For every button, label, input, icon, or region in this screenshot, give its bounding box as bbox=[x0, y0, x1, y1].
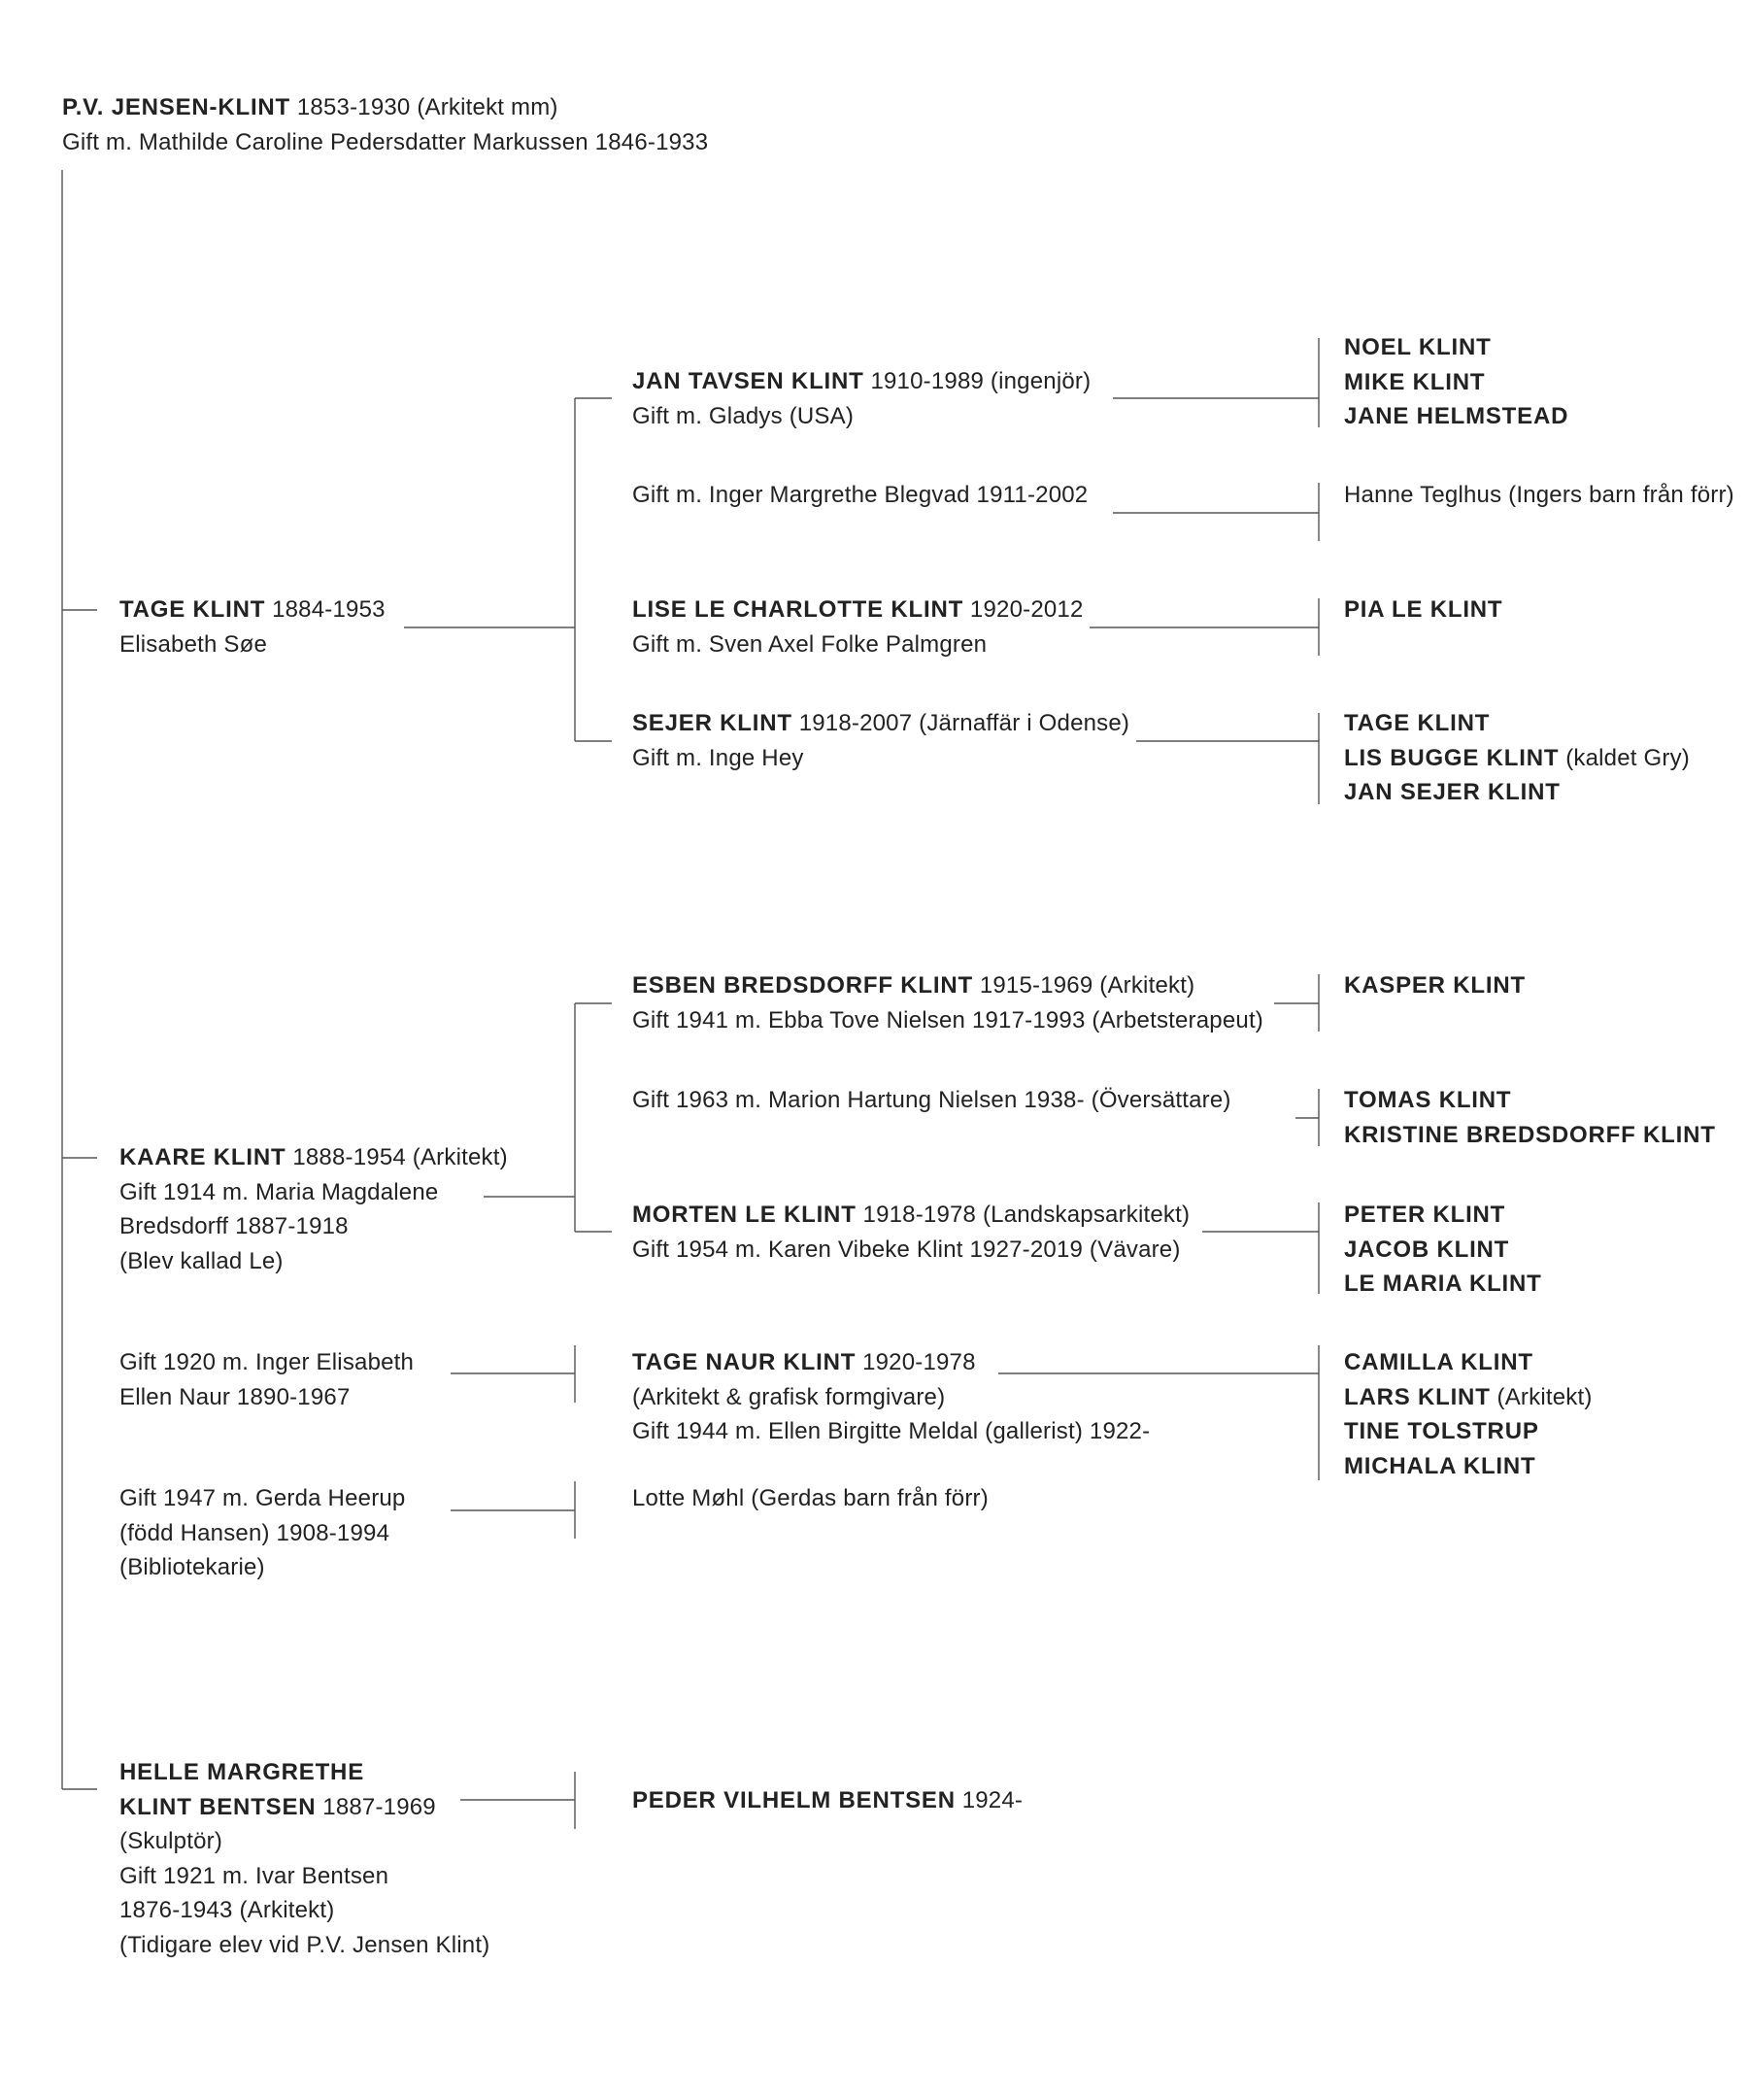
label-line bbox=[119, 1928, 489, 1963]
person-name: MIKE KLINT bbox=[1344, 368, 1486, 395]
person-name: LISE LE CHARLOTTE KLINT bbox=[632, 596, 964, 623]
label-line bbox=[1344, 1345, 1593, 1380]
person-detail: Gift m. Mathilde Caroline Pedersdatter Markussen 1846-1933 bbox=[62, 128, 709, 155]
person-detail: Lotte Møhl (Gerdas barn från förr) bbox=[632, 1485, 989, 1511]
label-line bbox=[632, 706, 1129, 741]
person-detail: 1887-1969 bbox=[316, 1793, 436, 1820]
person-name: JANE HELMSTEAD bbox=[1344, 403, 1569, 429]
label-line bbox=[632, 1345, 1150, 1380]
label-line bbox=[1344, 1118, 1716, 1153]
person-detail: 1853-1930 (Arkitekt mm) bbox=[290, 94, 558, 120]
person-detail: (född Hansen) 1908-1994 bbox=[119, 1519, 390, 1546]
children-of-jan bbox=[1344, 330, 1568, 434]
label-line bbox=[1344, 775, 1690, 810]
person-name: JAN TAVSEN KLINT bbox=[632, 368, 864, 394]
person-detail: Ellen Naur 1890-1967 bbox=[119, 1383, 351, 1410]
person-name: P.V. JENSEN-KLINT bbox=[62, 94, 291, 120]
person-detail: (Arkitekt & grafisk formgivare) bbox=[632, 1383, 946, 1410]
person-esben-klint bbox=[632, 968, 1263, 1037]
label-line bbox=[632, 1233, 1190, 1268]
person-name: PEDER VILHELM BENTSEN bbox=[632, 1787, 956, 1813]
label-line bbox=[632, 1414, 1150, 1449]
children-of-morten bbox=[1344, 1198, 1542, 1302]
label-line bbox=[1344, 399, 1568, 434]
label-line bbox=[632, 741, 1129, 776]
person-detail: (Bibliotekarie) bbox=[119, 1554, 265, 1580]
person-name: KASPER KLINT bbox=[1344, 972, 1526, 999]
label-line bbox=[632, 968, 1263, 1003]
person-name: TAGE NAUR KLINT bbox=[632, 1349, 857, 1375]
person-detail: Elisabeth Søe bbox=[119, 630, 268, 658]
label-line bbox=[1344, 1198, 1542, 1233]
person-name: TAGE KLINT bbox=[119, 596, 266, 623]
person-detail: 1876-1943 (Arkitekt) bbox=[119, 1897, 335, 1923]
label-line bbox=[119, 1550, 405, 1585]
person-detail: Gift m. Inger Margrethe Blegvad 1911-2002 bbox=[632, 482, 1089, 508]
label-line bbox=[62, 90, 708, 125]
label-line bbox=[632, 1783, 1023, 1818]
person-detail: Gift 1944 m. Ellen Birgitte Meldal (gallerist) 1922- bbox=[632, 1418, 1151, 1444]
label-line bbox=[119, 1755, 489, 1790]
label-line bbox=[632, 1083, 1231, 1118]
person-name: PIA LE KLINT bbox=[1344, 596, 1503, 623]
person-name: SEJER KLINT bbox=[632, 710, 792, 736]
label-line bbox=[1344, 741, 1690, 776]
person-detail: 1924- bbox=[955, 1787, 1024, 1813]
label-line bbox=[119, 1790, 489, 1825]
label-line bbox=[119, 593, 386, 627]
person-detail: Gift m. Sven Axel Folke Palmgren bbox=[632, 630, 988, 658]
person-name: JAN SEJER KLINT bbox=[1344, 779, 1561, 805]
child-pia-le-klint bbox=[1344, 593, 1502, 627]
person-detail: 1920-1978 bbox=[856, 1349, 976, 1375]
person-detail: Gift 1941 m. Ebba Tove Nielsen 1917-1993 (Arbetsterapeut) bbox=[632, 1006, 1264, 1033]
person-detail: 1920-2012 bbox=[963, 596, 1084, 623]
label-line bbox=[119, 1209, 508, 1244]
label-line bbox=[1344, 968, 1526, 1003]
person-name: JACOB KLINT bbox=[1344, 1236, 1510, 1263]
label-line bbox=[632, 364, 1091, 399]
label-line bbox=[119, 1175, 508, 1210]
label-line bbox=[119, 1244, 508, 1279]
person-detail: Gift 1920 m. Inger Elisabeth bbox=[119, 1349, 415, 1375]
label-line bbox=[1344, 1083, 1716, 1118]
label-line bbox=[632, 1481, 989, 1516]
children-of-tage-naur bbox=[1344, 1345, 1593, 1483]
label-line bbox=[119, 1481, 405, 1516]
person-detail: (Blev kallad Le) bbox=[119, 1247, 284, 1274]
person-name: KRISTINE BREDSDORFF KLINT bbox=[1344, 1121, 1716, 1148]
person-detail: (Arkitekt) bbox=[1490, 1383, 1593, 1410]
person-detail: Hanne Teglhus (Ingers barn från förr) bbox=[1344, 482, 1734, 508]
person-peder-bentsen bbox=[632, 1783, 1023, 1818]
person-jan-tavsen-klint bbox=[632, 364, 1091, 433]
label-line bbox=[119, 627, 386, 662]
marriage-esben-2 bbox=[632, 1083, 1231, 1118]
label-line bbox=[1344, 706, 1690, 741]
label-line bbox=[119, 1824, 489, 1859]
person-detail: 1918-1978 (Landskapsarkitekt) bbox=[856, 1202, 1191, 1228]
label-line bbox=[1344, 1233, 1542, 1268]
person-lotte-mohl bbox=[632, 1481, 989, 1516]
person-detail: 1888-1954 (Arkitekt) bbox=[286, 1144, 508, 1170]
child-kasper-klint bbox=[1344, 968, 1526, 1003]
person-helle-klint bbox=[119, 1755, 489, 1962]
label-line bbox=[632, 399, 1091, 434]
person-detail: 1910-1989 (ingenjör) bbox=[863, 368, 1092, 394]
marriage-kaare-3 bbox=[119, 1481, 405, 1585]
person-name: HELLE MARGRETHE bbox=[119, 1759, 364, 1785]
person-name: KAARE KLINT bbox=[119, 1144, 286, 1170]
label-line bbox=[1344, 1267, 1542, 1302]
person-detail: Gift 1947 m. Gerda Heerup bbox=[119, 1485, 406, 1511]
label-line bbox=[119, 1140, 508, 1175]
child-hanne-teglhus bbox=[1344, 478, 1734, 513]
marriage-kaare-2 bbox=[119, 1345, 414, 1414]
person-detail: 1884-1953 bbox=[265, 596, 386, 623]
label-line bbox=[632, 627, 1084, 662]
person-name: PETER KLINT bbox=[1344, 1202, 1506, 1228]
person-detail: Gift 1963 m. Marion Hartung Nielsen 1938- (Översättare) bbox=[632, 1087, 1231, 1113]
person-kaare-klint bbox=[119, 1140, 508, 1278]
person-morten-le-klint bbox=[632, 1198, 1190, 1267]
person-name: TOMAS KLINT bbox=[1344, 1087, 1512, 1113]
person-detail: (kaldet Gry) bbox=[1559, 744, 1690, 771]
person-name: MORTEN LE KLINT bbox=[632, 1202, 857, 1228]
label-line bbox=[1344, 1449, 1593, 1484]
marriage-jan-2 bbox=[632, 478, 1088, 513]
label-line bbox=[119, 1859, 489, 1894]
children-of-sejer bbox=[1344, 706, 1690, 810]
person-name: ESBEN BREDSDORFF KLINT bbox=[632, 972, 973, 999]
person-name: LE MARIA KLINT bbox=[1344, 1270, 1542, 1297]
label-line bbox=[1344, 365, 1568, 400]
label-line bbox=[119, 1893, 489, 1928]
label-line bbox=[1344, 478, 1734, 513]
person-name: CAMILLA KLINT bbox=[1344, 1349, 1533, 1375]
label-line bbox=[632, 1380, 1150, 1415]
label-line bbox=[632, 478, 1088, 513]
label-line bbox=[1344, 1380, 1593, 1415]
person-name: MICHALA KLINT bbox=[1344, 1452, 1536, 1479]
label-line bbox=[119, 1516, 405, 1551]
label-line bbox=[119, 1345, 414, 1380]
person-detail: Gift 1914 m. Maria Magdalene bbox=[119, 1178, 439, 1205]
label-line bbox=[1344, 1414, 1593, 1449]
person-detail: Gift 1921 m. Ivar Bentsen bbox=[119, 1862, 389, 1889]
person-tage-klint bbox=[119, 593, 386, 661]
person-detail: 1918-2007 (Järnaffär i Odense) bbox=[791, 710, 1130, 736]
person-detail: Bredsdorff 1887-1918 bbox=[119, 1213, 349, 1239]
person-name: LIS BUGGE KLINT bbox=[1344, 744, 1560, 771]
children-of-esben-m2 bbox=[1344, 1083, 1716, 1152]
person-lise-le-klint bbox=[632, 593, 1084, 661]
person-root bbox=[62, 90, 708, 159]
label-line bbox=[1344, 593, 1502, 627]
person-detail: Gift m. Gladys (USA) bbox=[632, 402, 855, 429]
label-line bbox=[119, 1380, 414, 1415]
label-line bbox=[632, 593, 1084, 627]
person-detail: (Skulptör) bbox=[119, 1828, 223, 1854]
label-line bbox=[1344, 330, 1568, 365]
person-detail: 1915-1969 (Arkitekt) bbox=[972, 972, 1195, 999]
person-name: TAGE KLINT bbox=[1344, 710, 1491, 736]
person-name: NOEL KLINT bbox=[1344, 334, 1492, 360]
person-name: TINE TOLSTRUP bbox=[1344, 1418, 1539, 1444]
label-line bbox=[632, 1198, 1190, 1233]
person-sejer-klint bbox=[632, 706, 1129, 775]
person-detail: Gift 1954 m. Karen Vibeke Klint 1927-2019 (Vävare) bbox=[632, 1236, 1181, 1263]
person-detail: (Tidigare elev vid P.V. Jensen Klint) bbox=[119, 1931, 490, 1958]
person-name: KLINT BENTSEN bbox=[119, 1793, 317, 1820]
label-line bbox=[62, 125, 708, 160]
person-tage-naur-klint bbox=[632, 1345, 1150, 1449]
person-name: LARS KLINT bbox=[1344, 1383, 1491, 1410]
label-line bbox=[632, 1003, 1263, 1038]
person-detail: Gift m. Inge Hey bbox=[632, 744, 804, 771]
